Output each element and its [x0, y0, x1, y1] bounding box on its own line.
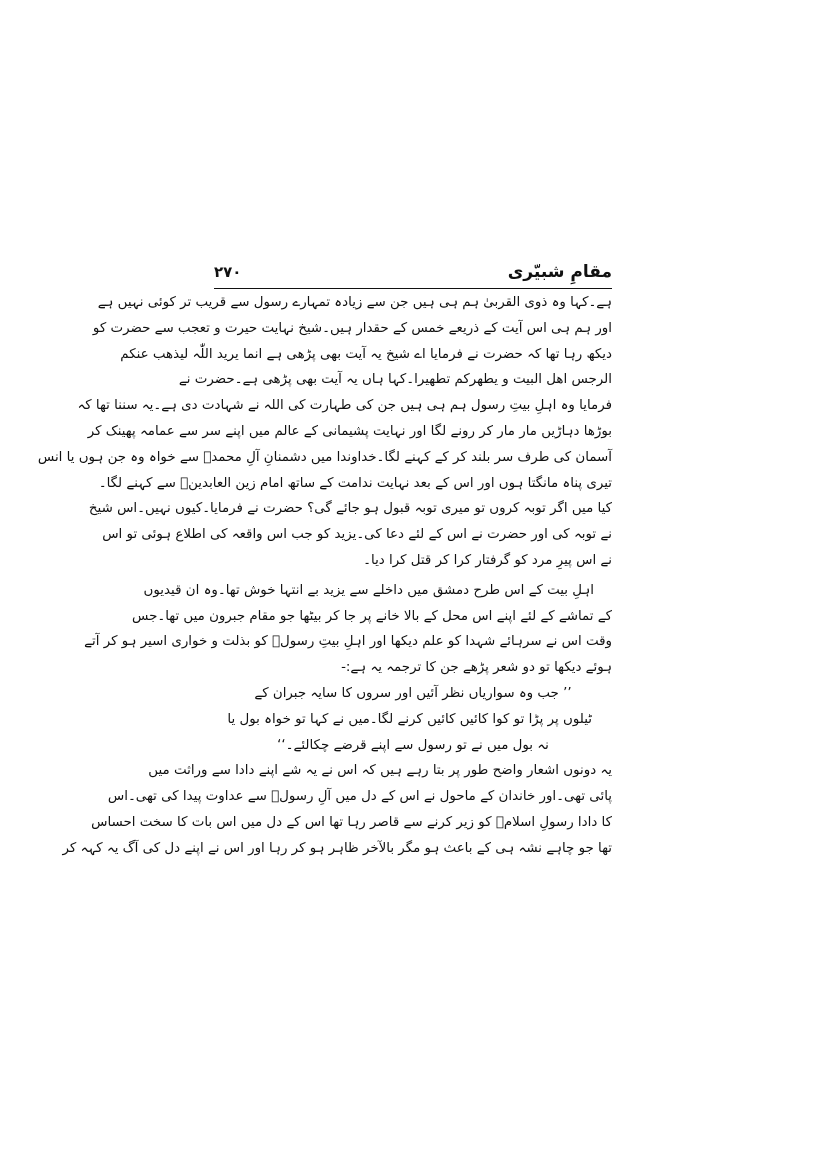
text-line: تھا جو چاہے نشہ ہی کے باعث ہو مگر بالآخر ظاہر ہو کر رہا اور اس نے اپنے دل کی آگ یہ کہہ کر [62, 840, 612, 856]
header-rule [214, 288, 612, 289]
text-line: نے توبہ کی اور حضرت نے اس کے لئے دعا کی۔یزید کو جب اس واقعہ کی اطلاع ہوئی تو اس [102, 527, 612, 543]
paragraph-3 [62, 758, 612, 861]
text-line: پائی تھی۔اور خاندان کے ماحول نے اس کے دل میں آلِ رسولؐ سے عداوت پیدا کی تھی۔اس [107, 789, 612, 805]
running-title: مقامِ شبیّری [507, 262, 612, 282]
verse-line: نہ بول میں نے تو رسول سے اپنے قرضے چکالئے۔‘‘ [277, 737, 549, 753]
verse-block [214, 681, 612, 758]
text-line: وقت اس نے سرہائے شہدا کو علم دیکھا اور اہلِ بیتِ رسولؐ کو بذلت و خواری اسیر ہو کر آتے [84, 634, 612, 650]
text-line: بوڑھا دہاڑیں مار مار کر رونے لگا اور نہایت پشیمانی کے عالم میں اپنے سر سے عمامہ پھینک کر [87, 423, 612, 439]
page-header [214, 258, 612, 288]
text-line: تیری پناہ مانگتا ہوں اور اس کے بعد نہایت ندامت کے ساتھ امام زین العابدینؑ سے کہنے لگا۔ [98, 475, 612, 491]
page-number: ۲۷۰ [214, 263, 242, 281]
verse-line: ’’ جب وہ سواریاں نظر آئیں اور سروں کا سایہ جبران کے [254, 685, 572, 701]
paragraph-2 [84, 578, 612, 681]
text-line: کے تماشے کے لئے اپنے اس محل کے بالا خانے پر جا کر بیٹھا جو مقام جبرون میں تھا۔جس [132, 608, 612, 624]
text-line: اور ہم ہی اس آیت کے ذریعے خمس کے حقدار ہیں۔شیخ نہایت حیرت و تعجب سے حضرت کو [92, 320, 612, 336]
verse-line: ٹیلوں پر پڑا تو کوا کائیں کائیں کرنے لگا۔میں نے کہا تو خواہ بول یا [227, 711, 592, 727]
text-line: اہلِ بیت کے اس طرح دمشق میں داخلے سے یزید بے انتہا خوش تھا۔وہ ان قیدیوں [143, 582, 594, 598]
text-line: نے اس پیرِ مرد کو گرفتار کرا کر قتل کرا دیا۔ [363, 552, 612, 568]
text-line: کا دادا رسولِ اسلامؐ کو زیر کرنے سے قاصر رہا تھا اس کے دل میں اس بات کا سخت احساس [91, 814, 612, 830]
text-line: آسمان کی طرف سر بلند کر کے کہنے لگا۔خداوندا میں دشمنانِ آلِ محمدؐ سے خواہ وہ جن ہوں یا انس [37, 449, 612, 465]
text-line: ہے۔کہا وہ ذوی القربیٰ ہم ہی ہیں جن سے زیادہ تمہارے رسول سے قریب تر کوئی نہیں ہے [97, 295, 612, 310]
text-line: یہ دونوں اشعار واضح طور پر بتا رہے ہیں کہ اس نے یہ شے اپنے دادا سے وراثت میں [148, 763, 612, 779]
text-line: فرمایا وہ اہلِ بیتِ رسول ہم ہی ہیں جن کی طہارت کی اللہ نے شہادت دی ہے۔یہ سننا تھا کہ [77, 398, 612, 414]
text-line: دیکھ رہا تھا کہ حضرت نے فرمایا اے شیخ یہ آیت بھی پڑھی ہے انما یرید اللّٰہ لیذھب عنکم [120, 346, 612, 362]
text-line: الرجس اھل البیت و یطھرکم تطھیرا۔کہا ہاں یہ آیت بھی پڑھی ہے۔حضرت نے [178, 372, 612, 388]
text-line: ہوئے دیکھا تو دو شعر پڑھے جن کا ترجمہ یہ ہے:- [341, 660, 612, 676]
text-line: کیا میں اگر توبہ کروں تو میری توبہ قبول ہو جائے گی؟ حضرت نے فرمایا۔کیوں نہیں۔اس شیخ [88, 501, 612, 517]
paragraph-1 [37, 290, 612, 574]
body-text [37, 290, 612, 862]
